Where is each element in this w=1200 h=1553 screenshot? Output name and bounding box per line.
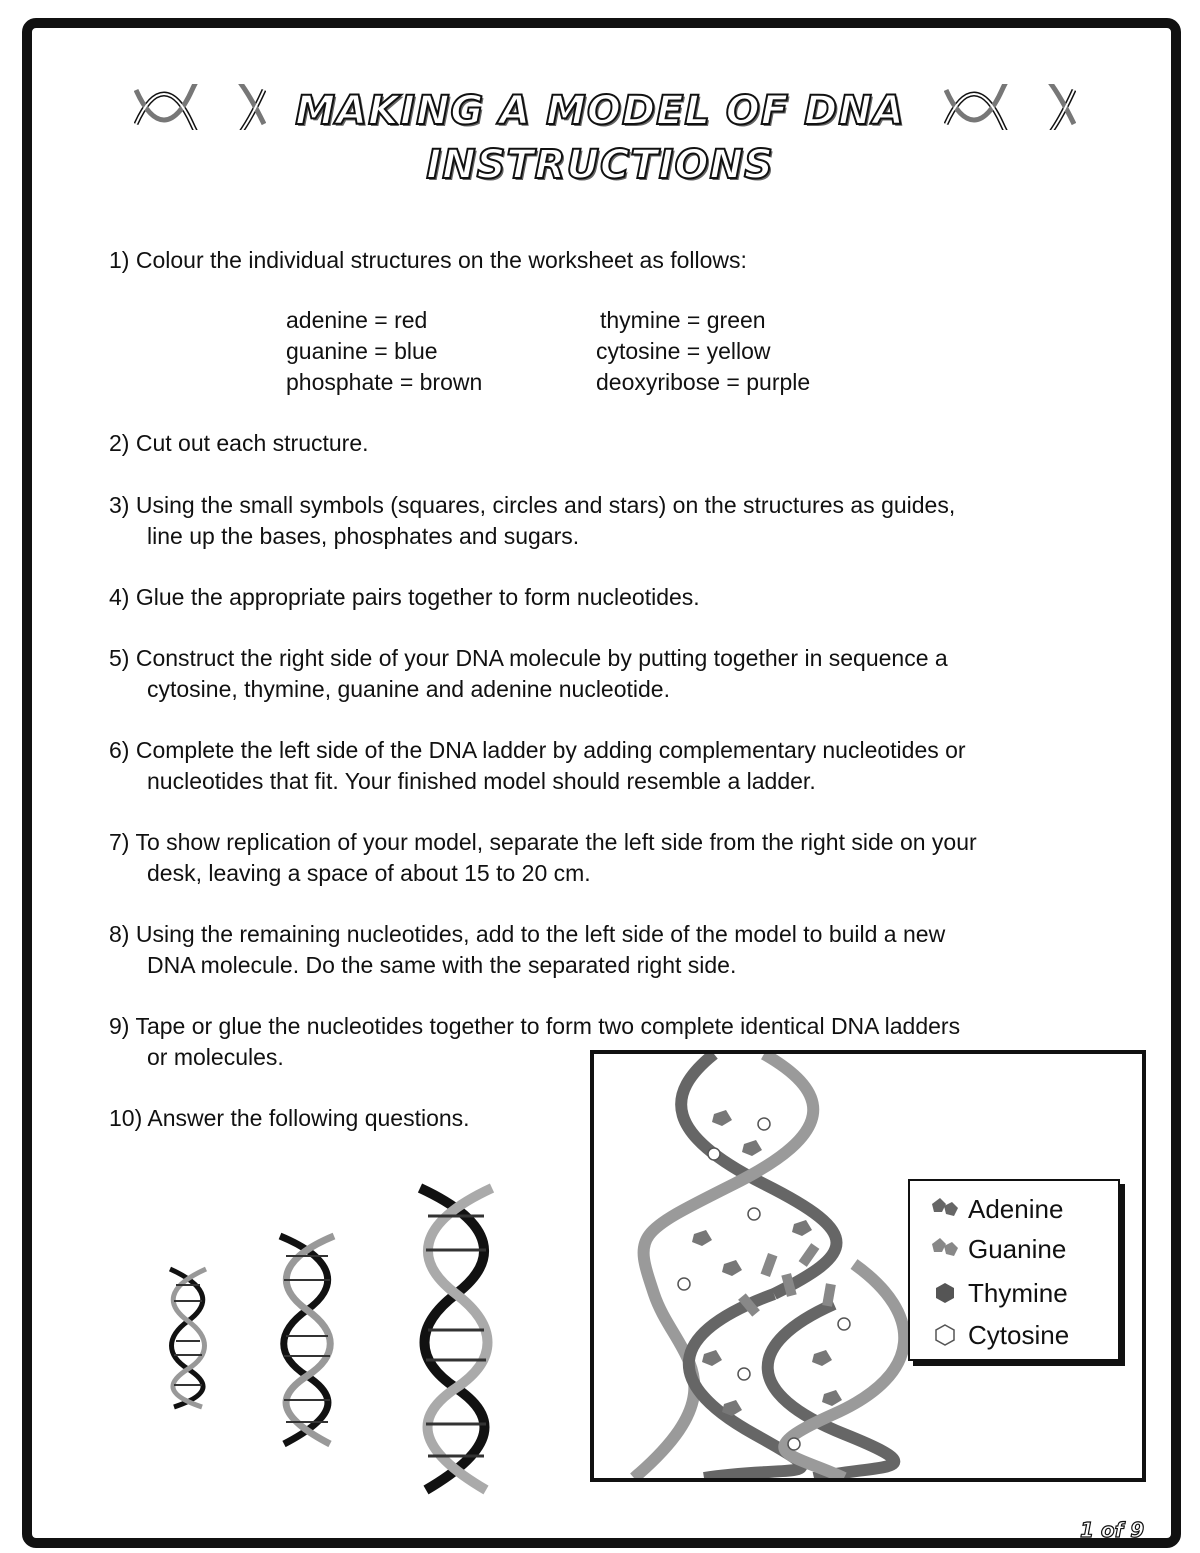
- step-number: 8): [109, 921, 130, 947]
- step-10: [109, 1103, 579, 1134]
- legend-item-guanine: Guanine: [928, 1229, 1066, 1269]
- dna-helix-large-illustration: [404, 1180, 508, 1498]
- step-text-continued: or molecules.: [147, 1044, 284, 1070]
- dna-helix-medium-illustration: [268, 1230, 346, 1450]
- step-3: [109, 490, 1159, 552]
- base-legend: [908, 1179, 1120, 1361]
- step-number: 3): [109, 492, 130, 518]
- step-2: [109, 428, 1159, 459]
- step-text-continued: desk, leaving a space of about 15 to 20 cm.: [147, 860, 591, 886]
- step-text-continued: cytosine, thymine, guanine and adenine nucleotide.: [147, 676, 670, 702]
- colour-guanine: guanine = blue: [286, 338, 438, 364]
- step-text: Glue the appropriate pairs together to form nucleotides.: [135, 584, 700, 610]
- thymine-icon: [928, 1278, 962, 1308]
- step-number: 5): [109, 645, 130, 671]
- step-7: [109, 827, 1159, 889]
- step-text: Using the remaining nucleotides, add to the left side of the model to build a new: [135, 921, 946, 947]
- dna-replication-diagram: [590, 1050, 1146, 1482]
- legend-item-cytosine: Cytosine: [928, 1315, 1069, 1355]
- step-5: [109, 643, 1159, 705]
- legend-item-thymine: Thymine: [928, 1273, 1068, 1313]
- step-text: To show replication of your model, separate the left side from the right side on your: [135, 829, 977, 855]
- adenine-icon: [928, 1194, 962, 1224]
- step-number: 2): [109, 430, 130, 456]
- colour-thymine: thymine = green: [600, 307, 766, 333]
- step-text-continued: line up the bases, phosphates and sugars.: [147, 523, 580, 549]
- colour-adenine: adenine = red: [286, 307, 428, 333]
- step-6: [109, 735, 1159, 797]
- guanine-icon: [928, 1234, 962, 1264]
- step-number: 7): [109, 829, 130, 855]
- step-4: [109, 582, 1159, 613]
- legend-item-adenine: Adenine: [928, 1189, 1063, 1229]
- step-text-continued: nucleotides that fit. Your finished model should resemble a ladder.: [147, 768, 816, 794]
- step-number: 6): [109, 737, 130, 763]
- colour-cytosine: cytosine = yellow: [596, 338, 771, 364]
- step-8: [109, 919, 1159, 981]
- step-text: Colour the individual structures on the worksheet as follows:: [135, 247, 747, 273]
- step-number: 4): [109, 584, 130, 610]
- step-number: 9): [109, 1013, 130, 1039]
- colour-phosphate: phosphate = brown: [286, 369, 483, 395]
- step-text-continued: DNA molecule. Do the same with the separated right side.: [147, 952, 737, 978]
- step-text: Tape or glue the nucleotides together to form two complete identical DNA ladders: [135, 1013, 961, 1039]
- step-text: Complete the left side of the DNA ladder by adding complementary nucleotides or: [135, 737, 966, 763]
- page-title: MAKING A MODEL OF DNA: [295, 88, 905, 134]
- step-text: Using the small symbols (squares, circles and stars) on the structures as guides,: [135, 492, 956, 518]
- cytosine-icon: [928, 1320, 962, 1350]
- step-1: [109, 245, 1159, 276]
- step-text: Answer the following questions.: [147, 1105, 470, 1131]
- page-number: 1 of 9: [1080, 1518, 1145, 1542]
- step-text: Cut out each structure.: [135, 430, 369, 456]
- dna-helix-small-illustration: [160, 1265, 216, 1411]
- step-text: Construct the right side of your DNA molecule by putting together in sequence a: [135, 645, 948, 671]
- step-number: 1): [109, 247, 130, 273]
- step-number: 10): [109, 1105, 143, 1131]
- page-subtitle: INSTRUCTIONS: [426, 142, 774, 188]
- colour-deoxyribose: deoxyribose = purple: [596, 369, 811, 395]
